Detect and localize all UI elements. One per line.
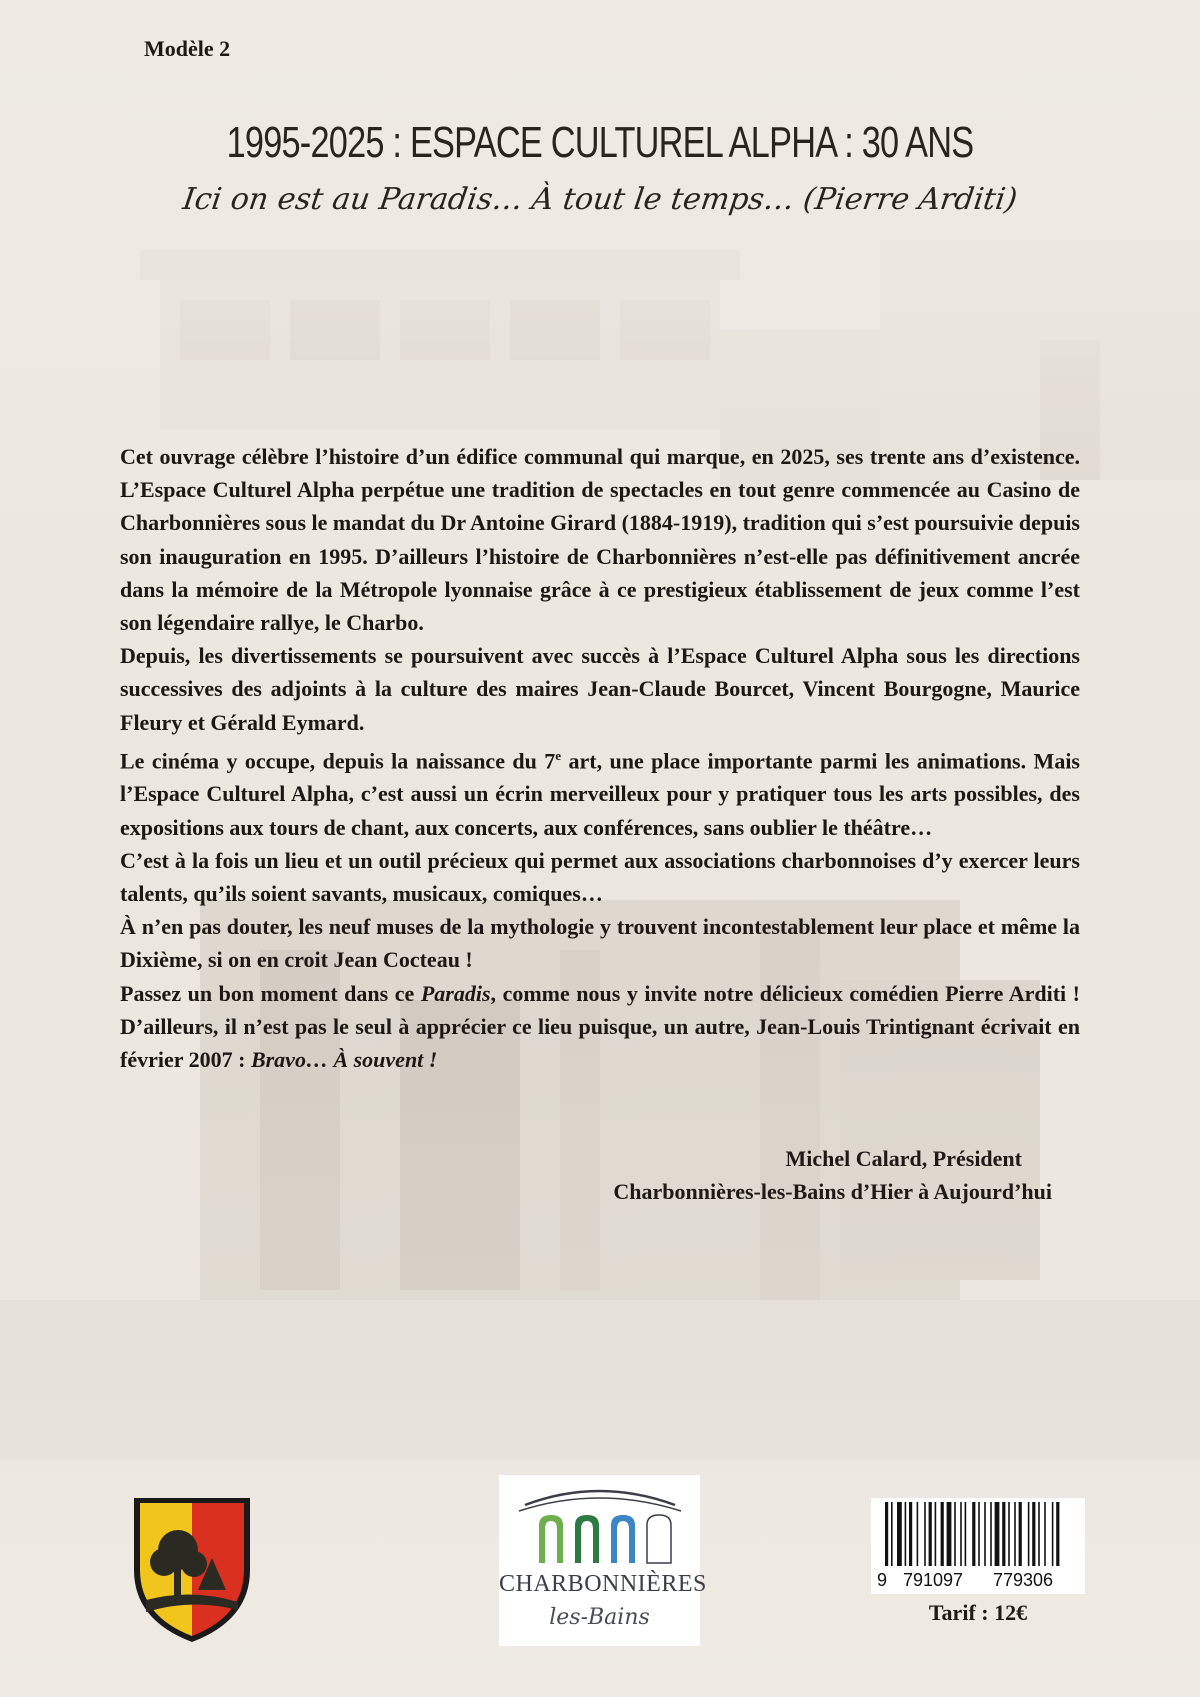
model-label: Modèle 2: [144, 36, 231, 61]
barcode-bar: [917, 1502, 919, 1566]
barcode-bar: [885, 1502, 888, 1566]
barcode-bars: [871, 1498, 1085, 1570]
trintignant-quote: Bravo… À souvent !: [250, 1046, 438, 1072]
barcode-bar: [935, 1502, 937, 1566]
isbn-digits-left: 791097: [903, 1570, 964, 1590]
signature-organization: Charbonnières-les-Bains d’Hier à Aujourd’hui: [613, 1179, 1052, 1204]
barcode-bar: [954, 1502, 956, 1566]
paragraph-paradis-text-b: , comme nous y invite notre délicieux comédien Pierre Arditi ! D’ailleurs, il n’est pas le seul à apprécier ce lieu puisque, un autre, Jean-Louis Trintignant écrivait en février 2007 :: [120, 980, 1080, 1072]
paragraph-history: Cet ouvrage célèbre l’histoire d’un édifice communal qui marque, en 2025, ses trente ans d’existence. L’Espace Culturel Alpha perpétue une tradition de spectacles en tout genre commencée au Casino de Charbonnières sous le mandat du Dr Antoine Girard (1884-1919), tradition qui s’est poursuivie depuis son inauguration en 1995. D’ailleurs l’histoire de Charbonnières n’est-elle pas définitivement ancrée dans la mémoire de la Métropole lyonnaise grâce à ce prestigieux établissement de jeux comme l’est son légendaire rallye, le Charbo.: [120, 444, 1080, 636]
town-subname: les-Bains: [549, 1605, 650, 1630]
paragraph-muses: À n’en pas douter, les neuf muses de la mythologie y trouvent incontestablement leur place et même la Dixième, si on en croit Jean Cocteau !: [120, 914, 1080, 973]
barcode-bar: [905, 1502, 907, 1566]
isbn-digit-lead: 9: [877, 1570, 888, 1590]
price-label: Tarif : 12€: [928, 1600, 1028, 1625]
barcode-bar: [897, 1502, 902, 1566]
cover-text: [120, 440, 1080, 1076]
paradis-emphasis: Paradis: [420, 980, 491, 1006]
barcode-bar: [972, 1502, 975, 1566]
barcode-bar: [1052, 1502, 1054, 1566]
barcode-bar: [1056, 1502, 1059, 1566]
paragraph-paradis-text-a: Passez un bon moment dans ce: [120, 980, 421, 1006]
barcode-bar: [1014, 1502, 1016, 1566]
barcode-bar: [891, 1502, 893, 1566]
barcode-bar: [984, 1502, 986, 1566]
isbn-barcode: [871, 1498, 1085, 1594]
isbn-digits-right: 779306: [993, 1570, 1054, 1590]
paragraph-directions: Depuis, les divertissements se poursuivent avec succès à l’Espace Culturel Alpha sous les directions successives des adjoints à la culture des maires Jean-Claude Bourcet, Vincent Bourgogne, Maurice Fleury et Gérald Eymard.: [120, 643, 1080, 735]
town-name: CHARBONNIÈRES: [499, 1571, 707, 1597]
barcode-bar: [1019, 1502, 1022, 1566]
paragraph-paradis: [120, 977, 1080, 1077]
town-logo: [499, 1475, 707, 1646]
paragraph-cinema: [120, 739, 1080, 844]
signature-block: [560, 1142, 1052, 1208]
barcode-bar: [960, 1502, 962, 1566]
barcode-bar: [929, 1502, 932, 1566]
subtitle-quote: Ici on est au Paradis… À tout le temps… (Pierre Arditi): [180, 182, 1020, 217]
barcode-bar: [965, 1502, 967, 1566]
barcode-bar: [947, 1502, 952, 1566]
page-title: 1995-2025 : ESPACE CULTUREL ALPHA : 30 ANS: [226, 118, 974, 167]
coat-of-arms-icon: [112, 1470, 272, 1650]
barcode-bar: [1032, 1502, 1035, 1566]
superscript-e: e: [555, 747, 562, 763]
paragraph-cinema-text-b: art, une place importante parmi les animations. Mais l’Espace Culturel Alpha, c’est aussi un écrin merveilleux pour y pratiquer tous les arts possibles, des expositions aux tours de chant, aux concerts, aux conférences, sans oublier le théâtre…: [120, 748, 1080, 840]
barcode-bar: [909, 1502, 912, 1566]
barcode-bar: [990, 1502, 992, 1566]
arcade-logo-icon: [499, 1475, 700, 1571]
barcode-bar: [995, 1502, 1000, 1566]
paragraph-cinema-text-a: Le cinéma y occupe, depuis la naissance du 7: [120, 748, 556, 774]
barcode-bar: [941, 1502, 944, 1566]
barcode-bar: [1002, 1502, 1005, 1566]
barcode-bar: [1038, 1502, 1040, 1566]
paragraph-associations: C’est à la fois un lieu et un outil précieux qui permet aux associations charbonnoises d’y exercer leurs talents, qu’ils soient savants, musicaux, comiques…: [120, 847, 1080, 906]
barcode-bar: [1044, 1502, 1046, 1566]
barcode-bar: [1028, 1502, 1030, 1566]
barcode-bar: [924, 1502, 926, 1566]
barcode-bar: [1008, 1502, 1010, 1566]
historical-group-crest: [112, 1470, 272, 1650]
signature-name: Michel Calard, Président: [785, 1146, 1022, 1171]
barcode-bar: [978, 1502, 980, 1566]
